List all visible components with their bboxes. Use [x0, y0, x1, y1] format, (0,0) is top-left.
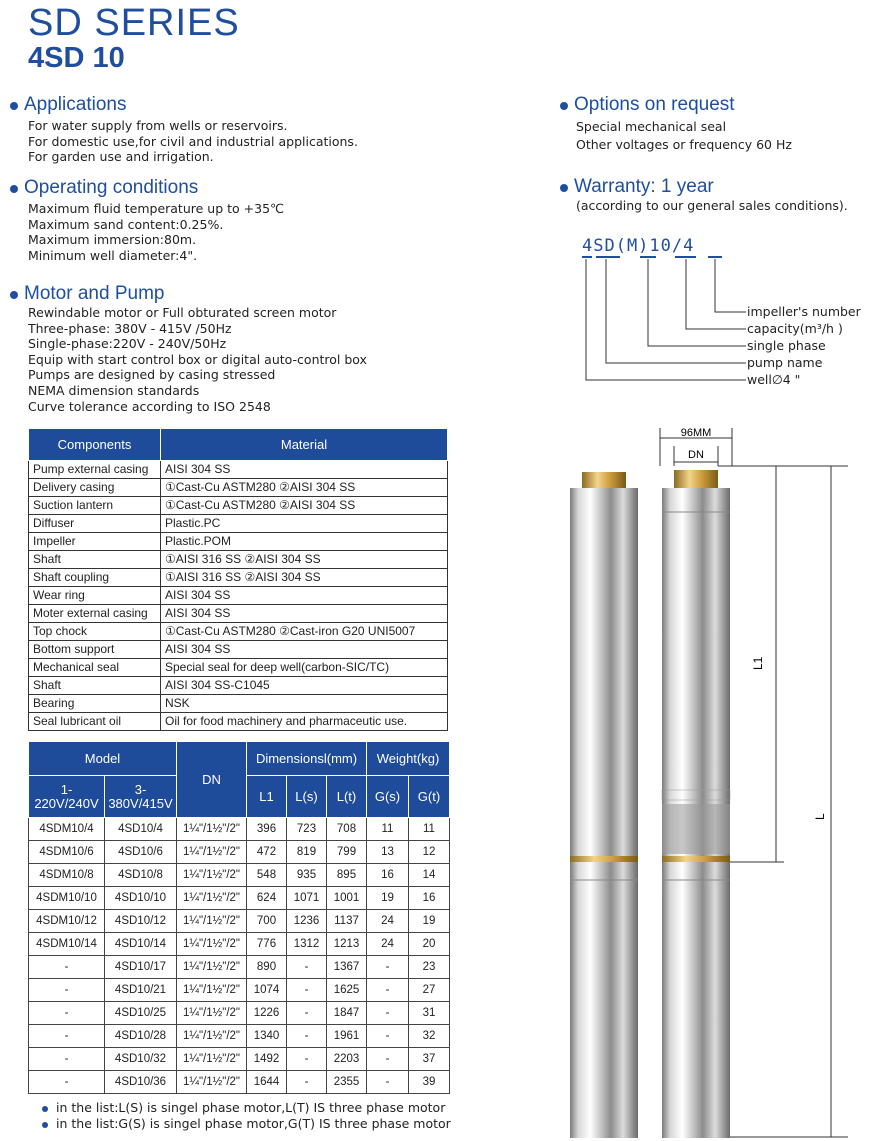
options-section — [556, 94, 792, 154]
model-3ph-cell: 4SD10/17 — [105, 956, 177, 979]
dimension-row — [29, 864, 450, 887]
component-cell: Shaft — [29, 551, 161, 569]
text-line: Minimum well diameter:4". — [28, 247, 198, 263]
model-3ph-cell: 4SD10/8 — [105, 864, 177, 887]
component-cell: Moter external casing — [29, 605, 161, 623]
heading-text: Applications — [24, 94, 127, 115]
l-label: L — [813, 813, 827, 820]
pump-drawing — [548, 420, 868, 1138]
l1-cell: 1074 — [247, 979, 287, 1002]
model-3ph-cell: 4SD10/6 — [105, 841, 177, 864]
dn-cell: 1¼"/1½"/2" — [177, 887, 247, 910]
operating-section — [6, 177, 284, 263]
model-1ph-cell: 4SDM10/8 — [29, 864, 105, 887]
dimension-row — [29, 841, 450, 864]
gs-cell: - — [367, 1071, 409, 1094]
dimensions-table — [28, 741, 450, 1094]
gt-cell: 11 — [409, 818, 450, 841]
options-heading — [556, 94, 792, 116]
bullet-icon — [10, 185, 18, 193]
model-1ph-cell: - — [29, 1002, 105, 1025]
l1-cell: 472 — [247, 841, 287, 864]
l1-label: L1 — [751, 656, 765, 670]
bullet-icon — [10, 291, 18, 299]
ls-cell: - — [287, 956, 327, 979]
gs-cell: 24 — [367, 910, 409, 933]
label-impeller: impeller's number — [747, 304, 861, 319]
pump-right — [662, 470, 730, 1138]
material-cell: NSK — [161, 695, 448, 713]
ls-cell: - — [287, 1002, 327, 1025]
dimension-row — [29, 1071, 450, 1094]
material-cell: AISI 304 SS — [161, 587, 448, 605]
model-1ph-cell: 4SDM10/10 — [29, 887, 105, 910]
l1-cell: 624 — [247, 887, 287, 910]
note-length — [42, 1100, 445, 1115]
dn-cell: 1¼"/1½"/2" — [177, 910, 247, 933]
text-line: Single-phase:220V - 240V/50Hz — [28, 336, 227, 352]
header-dimensions: Dimensionsl(mm) — [247, 742, 367, 776]
l1-cell: 776 — [247, 933, 287, 956]
dimension-row — [29, 887, 450, 910]
material-row — [29, 713, 448, 731]
heading-text: Options on request — [574, 94, 735, 115]
ls-cell: 1312 — [287, 933, 327, 956]
text-line: Maximum fluid temperature up to +35℃ — [28, 201, 285, 216]
label-well: well∅4 " — [747, 372, 801, 387]
lt-cell: 1961 — [327, 1025, 367, 1048]
model-3ph-cell: 4SD10/28 — [105, 1025, 177, 1048]
lt-cell: 895 — [327, 864, 367, 887]
l1-cell: 1340 — [247, 1025, 287, 1048]
note-text: in the list:L(S) is singel phase motor,L(T) IS three phase motor — [56, 1100, 446, 1115]
ls-cell: - — [287, 1025, 327, 1048]
ls-cell: 723 — [287, 818, 327, 841]
text-line: Pumps are designed by casing stressed — [28, 367, 276, 383]
material-row — [29, 569, 448, 587]
material-row — [29, 551, 448, 569]
lt-cell: 1625 — [327, 979, 367, 1002]
lt-cell: 1001 — [327, 887, 367, 910]
material-row — [29, 641, 448, 659]
header-model: Model — [29, 742, 177, 776]
page-title: SD SERIES — [28, 2, 240, 44]
model-1ph-cell: - — [29, 1025, 105, 1048]
dn-cell: 1¼"/1½"/2" — [177, 864, 247, 887]
lt-cell: 2355 — [327, 1071, 367, 1094]
lt-cell: 708 — [327, 818, 367, 841]
header-lt: L(t) — [327, 776, 367, 818]
applications-section — [6, 94, 358, 165]
header-gt: G(t) — [409, 776, 450, 818]
component-cell: Shaft — [29, 677, 161, 695]
dn-cell: 1¼"/1½"/2" — [177, 1071, 247, 1094]
l1-cell: 890 — [247, 956, 287, 979]
dn-cell: 1¼"/1½"/2" — [177, 818, 247, 841]
model-1ph-cell: - — [29, 979, 105, 1002]
operating-lines — [6, 201, 284, 263]
lt-cell: 1137 — [327, 910, 367, 933]
warranty-lines — [556, 198, 848, 214]
text-line: Rewindable motor or Full obturated screen motor — [28, 305, 337, 320]
component-cell: Top chock — [29, 623, 161, 641]
gt-cell: 23 — [409, 956, 450, 979]
materials-body — [29, 461, 448, 731]
lt-cell: 2203 — [327, 1048, 367, 1071]
material-cell: ①AISI 316 SS ②AISI 304 SS — [161, 569, 448, 587]
model-3ph-cell: 4SD10/10 — [105, 887, 177, 910]
dimension-row — [29, 910, 450, 933]
header-1ph: 1- 220V/240V — [29, 776, 105, 818]
model-3ph-cell: 4SD10/12 — [105, 910, 177, 933]
component-cell: Mechanical seal — [29, 659, 161, 677]
material-cell: ①Cast-Cu ASTM280 ②Cast-iron G20 UNI5007 — [161, 623, 448, 641]
material-cell: Special seal for deep well(carbon-SIC/TC) — [161, 659, 448, 677]
ls-cell: - — [287, 1071, 327, 1094]
model-3ph-cell: 4SD10/36 — [105, 1071, 177, 1094]
header-l1: L1 — [247, 776, 287, 818]
ls-cell: 935 — [287, 864, 327, 887]
operating-heading — [6, 177, 284, 199]
ls-cell: - — [287, 979, 327, 1002]
gt-cell: 32 — [409, 1025, 450, 1048]
component-cell: Seal lubricant oil — [29, 713, 161, 731]
l1-cell: 1644 — [247, 1071, 287, 1094]
lt-cell: 1847 — [327, 1002, 367, 1025]
dimension-row — [29, 1025, 450, 1048]
model-1ph-cell: 4SDM10/4 — [29, 818, 105, 841]
heading-text: Operating conditions — [24, 177, 199, 198]
gt-cell: 19 — [409, 910, 450, 933]
material-row — [29, 587, 448, 605]
material-cell: ①Cast-Cu ASTM280 ②AISI 304 SS — [161, 497, 448, 515]
dimensions-body — [29, 818, 450, 1094]
gs-cell: - — [367, 1048, 409, 1071]
component-cell: Shaft coupling — [29, 569, 161, 587]
material-cell: AISI 304 SS — [161, 641, 448, 659]
text-line: Equip with start control box or digital auto-control box — [28, 351, 367, 367]
bullet-icon — [42, 1122, 48, 1128]
dn-cell: 1¼"/1½"/2" — [177, 956, 247, 979]
dimension-row — [29, 1048, 450, 1071]
dn-cell: 1¼"/1½"/2" — [177, 979, 247, 1002]
material-row — [29, 461, 448, 479]
model-title: 4SD 10 — [28, 42, 125, 74]
component-cell: Delivery casing — [29, 479, 161, 497]
dimension-row — [29, 933, 450, 956]
gt-cell: 37 — [409, 1048, 450, 1071]
materials-table — [28, 428, 448, 731]
note-weight — [42, 1116, 451, 1131]
text-line: Maximum sand content:0.25%. — [28, 216, 224, 232]
model-1ph-cell: - — [29, 1048, 105, 1071]
gt-cell: 16 — [409, 887, 450, 910]
pump-left — [570, 472, 638, 1138]
label-single-phase: single phase — [747, 338, 826, 353]
text-line: Three-phase: 380V - 415V /50Hz — [28, 320, 232, 336]
dn-cell: 1¼"/1½"/2" — [177, 841, 247, 864]
header-ls: L(s) — [287, 776, 327, 818]
l1-cell: 548 — [247, 864, 287, 887]
gt-cell: 20 — [409, 933, 450, 956]
model-3ph-cell: 4SD10/32 — [105, 1048, 177, 1071]
text-line: (according to our general sales conditions). — [576, 198, 848, 213]
dn-cell: 1¼"/1½"/2" — [177, 933, 247, 956]
l1-cell: 396 — [247, 818, 287, 841]
material-row — [29, 479, 448, 497]
lt-cell: 799 — [327, 841, 367, 864]
label-pump-name: pump name — [747, 355, 823, 370]
gs-cell: - — [367, 979, 409, 1002]
warranty-section — [556, 176, 848, 214]
text-line: Maximum immersion:80m. — [28, 232, 197, 248]
component-cell: Wear ring — [29, 587, 161, 605]
motor-heading — [6, 283, 367, 305]
lt-cell: 1213 — [327, 933, 367, 956]
component-cell: Suction lantern — [29, 497, 161, 515]
options-lines — [556, 118, 792, 154]
ls-cell: 1236 — [287, 910, 327, 933]
applications-heading — [6, 94, 358, 116]
model-code-lines — [578, 255, 758, 385]
gs-cell: - — [367, 956, 409, 979]
applications-lines — [6, 118, 358, 165]
model-1ph-cell: - — [29, 1071, 105, 1094]
gs-cell: - — [367, 1025, 409, 1048]
motor-section — [6, 283, 367, 414]
material-row — [29, 497, 448, 515]
header-weight: Weight(kg) — [367, 742, 450, 776]
model-1ph-cell: 4SDM10/6 — [29, 841, 105, 864]
dimension-row — [29, 818, 450, 841]
motor-lines — [6, 305, 367, 414]
text-line: For domestic use,for civil and industrial applications. — [28, 133, 358, 149]
model-3ph-cell: 4SD10/14 — [105, 933, 177, 956]
ls-cell: 819 — [287, 841, 327, 864]
header-dn: DN — [177, 742, 247, 818]
ls-cell: - — [287, 1048, 327, 1071]
material-cell: ①AISI 316 SS ②AISI 304 SS — [161, 551, 448, 569]
header-material: Material — [161, 429, 448, 461]
gt-cell: 27 — [409, 979, 450, 1002]
material-cell: AISI 304 SS — [161, 461, 448, 479]
material-cell: AISI 304 SS — [161, 605, 448, 623]
model-1ph-cell: - — [29, 956, 105, 979]
material-cell: Oil for food machinery and pharmaceutic use. — [161, 713, 448, 731]
bullet-icon — [560, 184, 568, 192]
text-line: Other voltages or frequency 60 Hz — [576, 137, 792, 152]
text-line: Curve tolerance according to ISO 2548 — [28, 398, 271, 414]
dn-label: DN — [688, 449, 704, 461]
model-3ph-cell: 4SD10/4 — [105, 818, 177, 841]
model-1ph-cell: 4SDM10/12 — [29, 910, 105, 933]
material-cell: ①Cast-Cu ASTM280 ②AISI 304 SS — [161, 479, 448, 497]
gs-cell: 16 — [367, 864, 409, 887]
heading-text: Warranty: 1 year — [574, 176, 714, 197]
header-3ph: 3- 380V/415V — [105, 776, 177, 818]
gs-cell: 19 — [367, 887, 409, 910]
text-line: NEMA dimension standards — [28, 382, 200, 398]
material-row — [29, 605, 448, 623]
component-cell: Bottom support — [29, 641, 161, 659]
gt-cell: 31 — [409, 1002, 450, 1025]
dn-cell: 1¼"/1½"/2" — [177, 1048, 247, 1071]
gs-cell: - — [367, 1002, 409, 1025]
gs-cell: 24 — [367, 933, 409, 956]
model-3ph-cell: 4SD10/21 — [105, 979, 177, 1002]
material-row — [29, 533, 448, 551]
text-line: For water supply from wells or reservoirs. — [28, 118, 288, 133]
label-capacity: capacity(m³/h ) — [747, 321, 843, 336]
model-code: 4SD(M)10/4 — [582, 236, 695, 256]
heading-text: Motor and Pump — [24, 283, 165, 304]
width-label: 96MM — [680, 427, 712, 439]
gs-cell: 13 — [367, 841, 409, 864]
dimension-row — [29, 1002, 450, 1025]
dimension-row — [29, 956, 450, 979]
material-cell: Plastic.POM — [161, 533, 448, 551]
gs-cell: 11 — [367, 818, 409, 841]
bullet-icon — [560, 102, 568, 110]
component-cell: Pump external casing — [29, 461, 161, 479]
material-row — [29, 677, 448, 695]
bullet-icon — [42, 1106, 48, 1112]
note-text: in the list:G(S) is singel phase motor,G(T) IS three phase motor — [56, 1116, 451, 1131]
l1-cell: 1492 — [247, 1048, 287, 1071]
material-cell: Plastic.PC — [161, 515, 448, 533]
gt-cell: 12 — [409, 841, 450, 864]
material-row — [29, 623, 448, 641]
model-1ph-cell: 4SDM10/14 — [29, 933, 105, 956]
gt-cell: 14 — [409, 864, 450, 887]
text-line: For garden use and irrigation. — [28, 149, 214, 165]
model-3ph-cell: 4SD10/25 — [105, 1002, 177, 1025]
material-row — [29, 695, 448, 713]
dimension-row — [29, 979, 450, 1002]
material-cell: AISI 304 SS-C1045 — [161, 677, 448, 695]
component-cell: Bearing — [29, 695, 161, 713]
warranty-heading — [556, 176, 848, 198]
l1-cell: 700 — [247, 910, 287, 933]
lt-cell: 1367 — [327, 956, 367, 979]
material-row — [29, 515, 448, 533]
component-cell: Diffuser — [29, 515, 161, 533]
material-row — [29, 659, 448, 677]
text-line: Special mechanical seal — [576, 119, 727, 134]
header-gs: G(s) — [367, 776, 409, 818]
gt-cell: 39 — [409, 1071, 450, 1094]
ls-cell: 1071 — [287, 887, 327, 910]
l1-cell: 1226 — [247, 1002, 287, 1025]
component-cell: Impeller — [29, 533, 161, 551]
header-components: Components — [29, 429, 161, 461]
dn-cell: 1¼"/1½"/2" — [177, 1002, 247, 1025]
dn-cell: 1¼"/1½"/2" — [177, 1025, 247, 1048]
bullet-icon — [10, 102, 18, 110]
